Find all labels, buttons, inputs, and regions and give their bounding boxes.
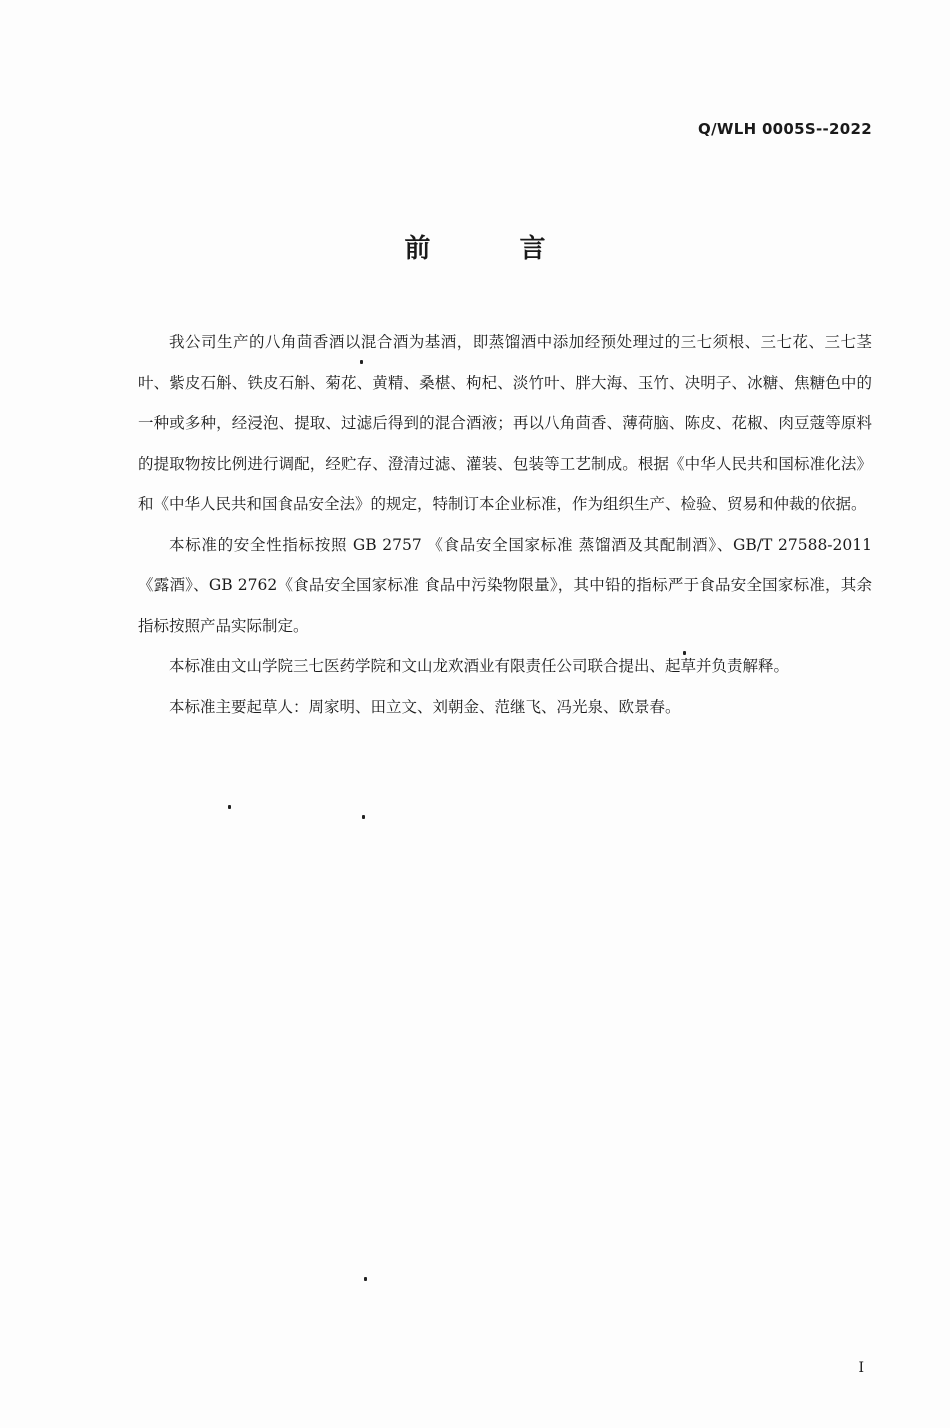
page-title: 前 言	[404, 234, 586, 264]
page-number: I	[858, 1360, 864, 1376]
scan-speck	[362, 815, 365, 819]
standard-code: Q/WLH 0005S--2022	[698, 120, 872, 138]
scan-speck	[683, 651, 686, 655]
paragraph-intro: 我公司生产的八角茴香酒以混合酒为基酒，即蒸馏酒中添加经预处理过的三七须根、三七花、三七茎叶、紫皮石斛、铁皮石斛、菊花、黄精、桑椹、枸杞、淡竹叶、胖大海、玉竹、决明子、冰糖、焦糖色中的一种或多种，经浸泡、提取、过滤后得到的混合酒液；再以八角茴香、薄荷脑、陈皮、花椒、肉豆蔻等原料的提取物按比例进行调配，经贮存、澄清过滤、灌装、包装等工艺制成。根据《中华人民共和国标准化法》和《中华人民共和国食品安全法》的规定，特制订本企业标准，作为组织生产、检验、贸易和仲裁的依据。	[138, 333, 872, 513]
paragraph-safety-indicators: 本标准的安全性指标按照 GB 2757 《食品安全国家标准 蒸馏酒及其配制酒》、GB/T 27588-2011《露酒》、GB 2762《食品安全国家标准 食品中污染物限量》，其中铅的指标严于食品安全国家标准，其余指标按照产品实际制定。	[138, 535, 872, 635]
scan-speck	[364, 1277, 367, 1281]
scan-speck	[360, 360, 363, 364]
scan-speck	[228, 805, 231, 809]
body-text	[138, 322, 872, 727]
paragraph-proposer: 本标准由文山学院三七医药学院和文山龙欢酒业有限责任公司联合提出、起草并负责解释。	[169, 657, 790, 675]
paragraph-drafters: 本标准主要起草人：周家明、田立文、刘朝金、范继飞、冯光泉、欧景春。	[169, 697, 681, 716]
